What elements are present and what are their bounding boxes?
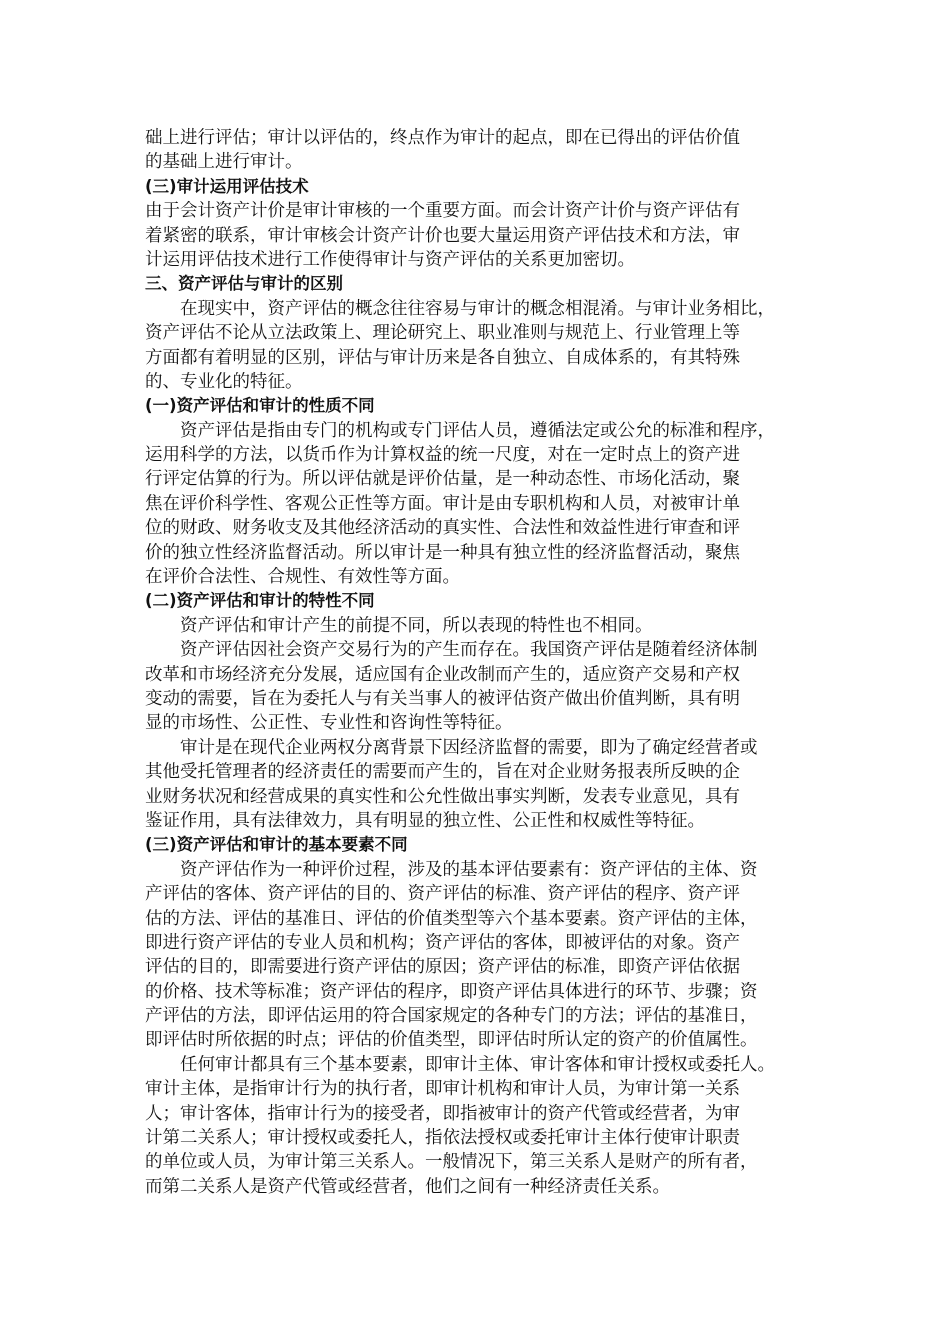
text-line: 而第二关系人是资产代管或经营者，他们之间有一种经济责任关系。 bbox=[145, 1176, 670, 1197]
text-line: 由于会计资产计价是审计审核的一个重要方面。而会计资产计价与资产评估有 bbox=[145, 201, 740, 222]
text-line: 显的市场性、公正性、专业性和咨询性等特征。 bbox=[145, 713, 513, 734]
text-line: 审计是在现代企业两权分离背景下因经济监督的需要，即为了确定经营者或 bbox=[145, 737, 758, 758]
text-line: 础上进行评估；审计以评估的，终点作为审计的起点，即在已得出的评估价值 bbox=[145, 128, 740, 148]
text-line: 行评定估算的行为。所以评估就是评价估量，是一种动态性、市场化活动，聚 bbox=[145, 469, 740, 490]
text-line: 业财务状况和经营成果的真实性和公允性做出事实判断，发表专业意见，具有 bbox=[145, 786, 740, 807]
text-line: 资产评估是指由专门的机构或专门评估人员，遵循法定或公允的标准和程序， bbox=[145, 420, 775, 441]
section-heading: (一)资产评估和审计的性质不同 bbox=[145, 396, 375, 416]
text-line: 变动的需要，旨在为委托人与有关当事人的被评估资产做出价值判断，具有明 bbox=[145, 688, 740, 709]
text-line: 资产评估作为一种评价过程，涉及的基本评估要素有：资产评估的主体、资 bbox=[145, 859, 758, 880]
text-line: 在现实中，资产评估的概念往往容易与审计的概念相混淆。与审计业务相比， bbox=[145, 298, 775, 319]
text-line: 人；审计客体，指审计行为的接受者，即指被审计的资产代管或经营者，为审 bbox=[145, 1103, 740, 1124]
document-body bbox=[145, 126, 810, 1199]
text-line: 运用科学的方法，以货币作为计算权益的统一尺度，对在一定时点上的资产进 bbox=[145, 445, 740, 466]
text-line: 计第二关系人；审计授权或委托人，指依法授权或委托审计主体行使审计职责 bbox=[145, 1128, 740, 1149]
text-line: 评估的目的，即需要进行资产评估的原因；资产评估的标准，即资产评估依据 bbox=[145, 957, 740, 978]
text-line: 产评估的方法，即评估运用的符合国家规定的各种专门的方法；评估的基准日， bbox=[145, 1006, 758, 1027]
text-line: 任何审计都具有三个基本要素，即审计主体、审计客体和审计授权或委托人。 bbox=[145, 1054, 775, 1075]
text-line: 其他受托管理者的经济责任的需要而产生的，旨在对企业财务报表所反映的企 bbox=[145, 762, 740, 783]
text-line: 的基础上进行审计。 bbox=[145, 152, 303, 173]
text-line: 的价格、技术等标准；资产评估的程序，即资产评估具体进行的环节、步骤；资 bbox=[145, 981, 758, 1002]
text-line: 的单位或人员，为审计第三关系人。一般情况下，第三关系人是财产的所有者， bbox=[145, 1152, 758, 1173]
text-line: 方面都有着明显的区别，评估与审计历来是各自独立、自成体系的，有其特殊 bbox=[145, 347, 740, 368]
section-heading: 三、资产评估与审计的区别 bbox=[145, 274, 343, 294]
text-line: 的、专业化的特征。 bbox=[145, 371, 303, 392]
text-line: 位的财政、财务收支及其他经济活动的真实性、合法性和效益性进行审查和评 bbox=[145, 518, 740, 539]
text-line: 产评估的客体、资产评估的目的、资产评估的标准、资产评估的程序、资产评 bbox=[145, 884, 740, 905]
text-line: 鉴证作用，具有法律效力，具有明显的独立性、公正性和权威性等特征。 bbox=[145, 810, 705, 831]
text-line: 即进行资产评估的专业人员和机构；资产评估的客体，即被评估的对象。资产 bbox=[145, 932, 740, 953]
section-heading: (三)资产评估和审计的基本要素不同 bbox=[145, 835, 408, 855]
text-line: 在评价合法性、合规性、有效性等方面。 bbox=[145, 567, 460, 588]
text-line: 资产评估因社会资产交易行为的产生而存在。我国资产评估是随着经济体制 bbox=[145, 640, 758, 661]
text-line: 即评估时所依据的时点；评估的价值类型，即评估时所认定的资产的价值属性。 bbox=[145, 1030, 758, 1051]
text-line: 计运用评估技术进行工作使得审计与资产评估的关系更加密切。 bbox=[145, 249, 635, 270]
text-line: 审计主体，是指审计行为的执行者，即审计机构和审计人员，为审计第一关系 bbox=[145, 1079, 740, 1100]
section-heading: (二)资产评估和审计的特性不同 bbox=[145, 591, 375, 611]
text-line: 改革和市场经济充分发展，适应国有企业改制而产生的，适应资产交易和产权 bbox=[145, 664, 740, 685]
text-line: 价的独立性经济监督活动。所以审计是一种具有独立性的经济监督活动，聚焦 bbox=[145, 542, 740, 563]
text-line: 估的方法、评估的基准日、评估的价值类型等六个基本要素。资产评估的主体， bbox=[145, 908, 758, 929]
section-heading: (三)审计运用评估技术 bbox=[145, 176, 309, 196]
text-line: 资产评估和审计产生的前提不同，所以表现的特性也不相同。 bbox=[145, 615, 653, 636]
text-line: 着紧密的联系，审计审核会计资产计价也要大量运用资产评估技术和方法，审 bbox=[145, 225, 740, 246]
text-line: 资产评估不论从立法政策上、理论研究上、职业准则与规范上、行业管理上等 bbox=[145, 323, 740, 344]
text-line: 焦在评价科学性、客观公正性等方面。审计是由专职机构和人员，对被审计单 bbox=[145, 493, 740, 514]
